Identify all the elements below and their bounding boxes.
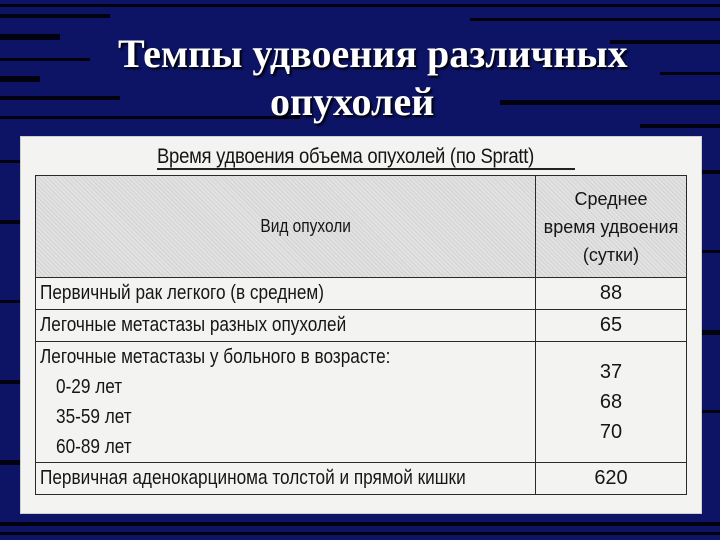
group-item-name (40, 372, 535, 402)
table-row (36, 278, 687, 310)
group-cell (36, 342, 536, 463)
group-item-name (40, 432, 535, 462)
group-item-text: 0-29 лет (56, 376, 123, 398)
group-item-value: 70 (599, 421, 623, 443)
row-value: 620 (536, 463, 687, 495)
row-name (36, 310, 536, 342)
table-row (36, 310, 687, 342)
row-name-text: Легочные метастазы разных опухолей (40, 314, 347, 336)
group-values-cell (536, 342, 687, 463)
header-tumor-type (36, 176, 536, 278)
row-value: 65 (536, 310, 687, 342)
header-time-line-3: (сутки) (582, 244, 640, 265)
table-caption: Время удвоения объема опухолей (по Spratt) (157, 145, 535, 168)
table-group-row (36, 342, 687, 463)
header-doubling-time (536, 176, 687, 278)
group-item-value: 37 (599, 361, 623, 383)
row-name (36, 278, 536, 310)
group-item-name (40, 402, 535, 432)
group-title (40, 342, 535, 372)
scanned-table-image (20, 136, 702, 514)
group-item-text: 60-89 лет (56, 436, 132, 458)
group-item-text: 35-59 лет (56, 406, 132, 428)
slide-title (60, 30, 700, 126)
row-name-text: Первичный рак легкого (в среднем) (40, 282, 324, 304)
table-row (36, 463, 687, 495)
row-name-text: Первичная аденокарцинома толстой и прямой кишки (40, 467, 466, 489)
caption-underline (157, 168, 575, 170)
row-name (36, 463, 536, 495)
group-item-value: 68 (599, 391, 623, 413)
table-header-row (36, 176, 687, 278)
slide-title-line-1: Темпы удвоения различных (118, 31, 628, 76)
doubling-time-table (35, 175, 687, 495)
header-tumor-type-label: Вид опухоли (260, 216, 351, 236)
header-time-line-2: время удвоения (543, 216, 679, 237)
header-time-line-1: Среднее (574, 188, 648, 209)
slide-title-line-2: опухолей (270, 79, 435, 124)
group-title-text: Легочные метастазы у больного в возрасте: (40, 346, 391, 368)
row-value: 88 (536, 278, 687, 310)
